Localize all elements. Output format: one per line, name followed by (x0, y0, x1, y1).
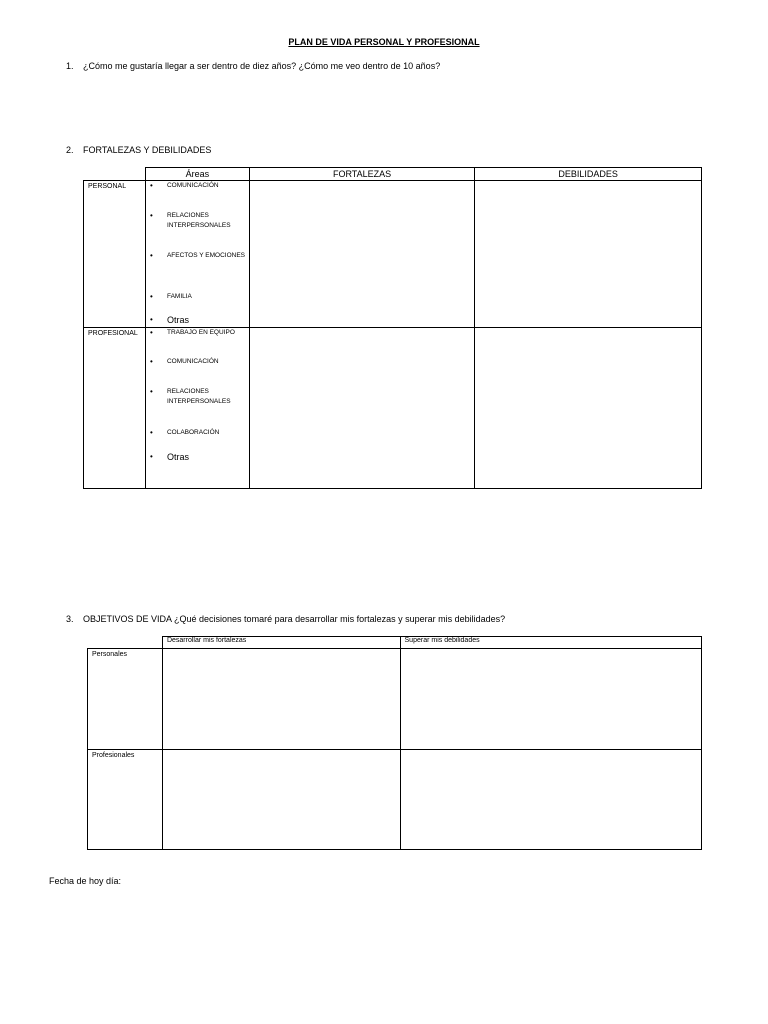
header-superar: Superar mis debilidades (400, 637, 701, 649)
debilidades-cell-profesional (475, 328, 702, 489)
debilidades-cell-personal (475, 181, 702, 328)
empty-header-cell (88, 637, 163, 649)
bullet-icon: • (149, 251, 153, 260)
bullet-icon: • (149, 452, 153, 461)
areas-cell-profesional: • TRABAJO EN EQUIPO • COMUNICACIÓN • RELACIONES INTERPERSONALES • COLABORACIÓN • Otras (145, 328, 249, 489)
desarrollar-cell-profesionales (162, 750, 400, 850)
table-row-profesional (84, 328, 702, 489)
question-3 (66, 614, 666, 626)
bullet-icon: • (149, 181, 153, 190)
bullet-icon: • (149, 387, 153, 396)
document-title: PLAN DE VIDA PERSONAL Y PROFESIONAL (288, 37, 480, 47)
question-1-number: 1. (66, 61, 74, 71)
question-1-text: ¿Cómo me gustaría llegar a ser dentro de diez años? ¿Cómo me veo dentro de 10 años? (83, 61, 441, 71)
table-row-personal (84, 181, 702, 328)
header-debilidades: DEBILIDADES (475, 168, 702, 181)
question-1 (66, 61, 666, 73)
fortalezas-cell-profesional (249, 328, 475, 489)
question-3-number: 3. (66, 614, 74, 624)
superar-cell-personales (400, 649, 701, 750)
bullet-icon: • (149, 315, 153, 324)
table-header-row (84, 168, 702, 181)
areas-cell-personal: • COMUNICACIÓN • RELACIONES INTERPERSONALES • AFECTOS Y EMOCIONES • FAMILIA • Otras (145, 181, 249, 328)
life-objectives-table (87, 636, 702, 850)
header-areas: Áreas (145, 168, 249, 181)
empty-header-cell (84, 168, 146, 181)
question-3-text: OBJETIVOS DE VIDA ¿Qué decisiones tomaré para desarrollar mis fortalezas y superar mis debilidades? (83, 614, 506, 624)
superar-cell-profesionales (400, 750, 701, 850)
table-row-profesionales (88, 750, 702, 850)
question-2 (66, 145, 466, 157)
date-label: Fecha de hoy día: (49, 876, 122, 886)
table-header-row (88, 637, 702, 649)
bullet-icon: • (149, 357, 153, 366)
row-label-profesionales: Profesionales (88, 750, 163, 850)
question-2-number: 2. (66, 145, 74, 155)
desarrollar-cell-personales (162, 649, 400, 750)
row-label-profesional: PROFESIONAL (84, 328, 146, 489)
row-label-personales: Personales (88, 649, 163, 750)
bullet-icon: • (149, 292, 153, 301)
header-desarrollar: Desarrollar mis fortalezas (162, 637, 400, 649)
question-2-text: FORTALEZAS Y DEBILIDADES (83, 145, 212, 155)
header-fortalezas: FORTALEZAS (249, 168, 475, 181)
row-label-personal: PERSONAL (84, 181, 146, 328)
bullet-icon: • (149, 211, 153, 220)
bullet-icon: • (149, 428, 153, 437)
fortalezas-cell-personal (249, 181, 475, 328)
bullet-icon: • (149, 328, 153, 337)
strengths-weaknesses-table (83, 167, 702, 489)
table-row-personales (88, 649, 702, 750)
